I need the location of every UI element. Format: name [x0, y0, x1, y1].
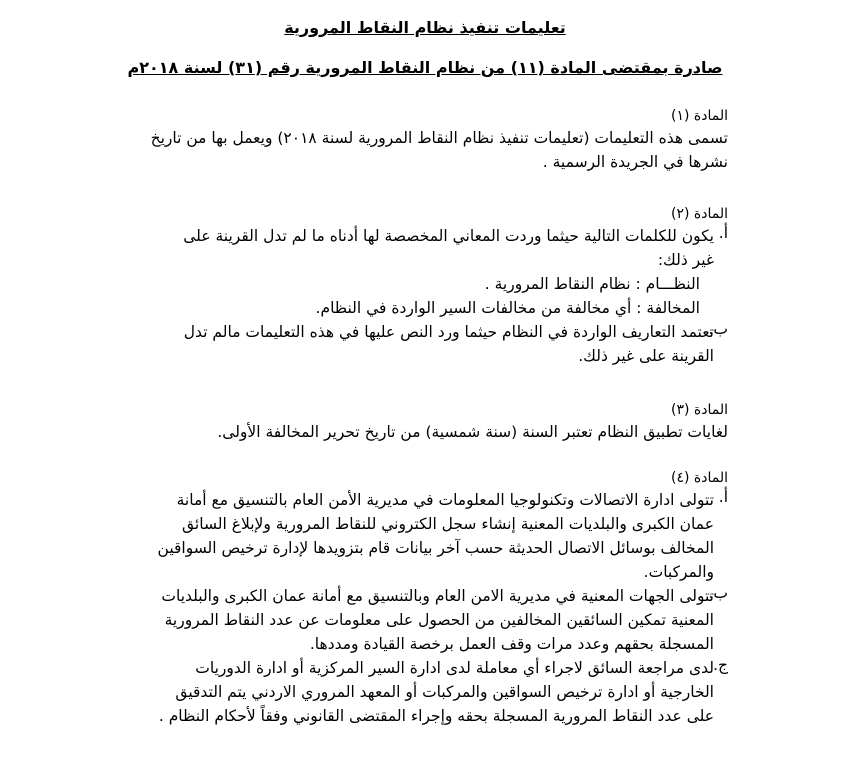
clause-text-line: المعنية تمكين السائقين المخالفين من الحصول على معلومات عن عدد النقاط المرورية: [164, 611, 714, 629]
document-subtitle: صادرة بمقتضى المادة (١١) من نظام النقاط المرورية رقم (٣١) لسنة ٢٠١٨م: [127, 58, 723, 77]
clause-text-line: والمركبات.: [643, 563, 714, 581]
article-text-line: لغايات تطبيق النظام تعتبر السنة (سنة شمسية) من تاريخ تحرير المخالفة الأولى.: [217, 423, 728, 441]
clause-marker: أ.: [718, 224, 728, 242]
article-1: [118, 108, 728, 174]
document-title: تعليمات تنفيذ نظام النقاط المرورية: [284, 18, 566, 37]
article-2: [118, 206, 728, 368]
clause-marker: ج.: [713, 656, 728, 674]
clause-text-line: الخارجية أو ادارة ترخيص السواقين والمركبات أو المعهد المروري الاردني يتم التدقيق: [175, 683, 714, 701]
article-heading: المادة (٣): [671, 402, 728, 418]
clause-text-line: المسجلة بحقهم وعدد مرات وقف العمل برخصة القيادة ومددها.: [309, 635, 714, 653]
article-3: [118, 402, 728, 444]
article-text-line: نشرها في الجريدة الرسمية .: [542, 153, 728, 171]
clause-text-line: غير ذلك:: [657, 251, 714, 269]
clause-text-line: تتولى الجهات المعنية في مديرية الامن العام وبالتنسيق مع أمانة عمان الكبرى والبلديات: [161, 587, 714, 605]
clause-text-line: على عدد النقاط المرورية المسجلة بحقه وإجراء المقتضى القانوني وفقاً لأحكام النظام .: [158, 707, 714, 725]
article-heading: المادة (١): [671, 108, 728, 124]
clause-text-line: تتولى ادارة الاتصالات وتكنولوجيا المعلومات في مديرية الأمن العام بالتنسيق مع أمانة: [176, 491, 714, 509]
clause-marker: ب.: [708, 584, 728, 602]
clause-text-line: يكون للكلمات التالية حيثما وردت المعاني المخصصة لها أدناه ما لم تدل القرينة على: [183, 227, 714, 245]
article-4: [118, 470, 728, 728]
clause-text-line: تعتمد التعاريف الواردة في النظام حيثما ورد النص عليها في هذه التعليمات مالم تدل: [183, 323, 714, 341]
definition-line: النظـــام : نظام النقاط المرورية .: [484, 275, 700, 293]
definition-line: المخالفة : أي مخالفة من مخالفات السير الواردة في النظام.: [315, 299, 700, 317]
clause-marker: ب.: [708, 320, 728, 338]
article-text-line: تسمى هذه التعليمات (تعليمات تنفيذ نظام النقاط المرورية لسنة ٢٠١٨) ويعمل بها من تاريخ: [150, 129, 728, 147]
clause-b: [118, 320, 728, 368]
clause-c: [118, 656, 728, 728]
article-heading: المادة (٤): [671, 470, 728, 486]
article-heading: المادة (٢): [671, 206, 728, 222]
clause-a: [118, 488, 728, 584]
clause-text-line: المخالف بوسائل الاتصال الحديثة حسب آخر بيانات قام بتزويدها لإدارة ترخيص السواقين: [157, 539, 714, 557]
clause-b: [118, 584, 728, 656]
clause-text-line: عمان الكبرى والبلديات المعنية إنشاء سجل الكتروني للنقاط المرورية ولإبلاغ السائق: [181, 515, 714, 533]
clause-a: [118, 224, 728, 320]
clause-text-line: القرينة على غير ذلك.: [578, 347, 714, 365]
clause-marker: أ.: [718, 488, 728, 506]
clause-text-line: لدى مراجعة السائق لاجراء أي معاملة لدى ادارة السير المركزية أو ادارة الدوريات: [195, 659, 714, 677]
